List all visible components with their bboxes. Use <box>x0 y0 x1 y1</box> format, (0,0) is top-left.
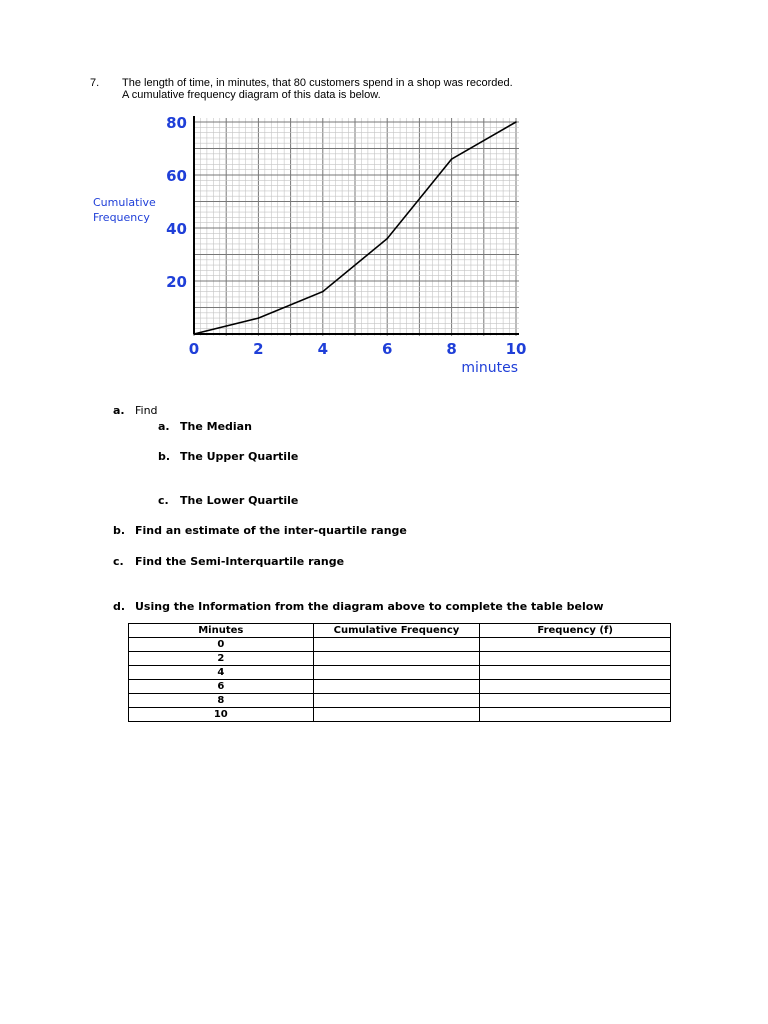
y-axis-title: Cumulative <box>93 196 156 209</box>
x-tick-label: 10 <box>505 340 527 358</box>
part-b-label: Find an estimate of the inter-quartile range <box>135 524 407 537</box>
sub-a-label: The Median <box>180 420 252 433</box>
y-tick-label: 40 <box>166 220 187 238</box>
table-row <box>129 652 671 666</box>
minutes-cell: 0 <box>129 638 314 652</box>
minutes-cell: 2 <box>129 652 314 666</box>
sub-c-mark: c. <box>158 494 169 507</box>
minutes-cell: 4 <box>129 666 314 680</box>
frequency-cell[interactable] <box>480 680 671 694</box>
y-axis-title: Frequency <box>93 211 150 224</box>
frequency-cell[interactable] <box>480 694 671 708</box>
sub-c-label: The Lower Quartile <box>180 494 299 507</box>
x-tick-label: 8 <box>446 340 457 358</box>
part-d-label: Using the Information from the diagram above to complete the table below <box>135 600 604 613</box>
cumulative-frequency-cell[interactable] <box>313 666 480 680</box>
minutes-cell: 10 <box>129 708 314 722</box>
part-a-label: Find <box>135 404 158 417</box>
cumulative-frequency-cell[interactable] <box>313 694 480 708</box>
sub-a-mark: a. <box>158 420 170 433</box>
y-tick-label: 80 <box>166 114 187 132</box>
question-text-line-1: The length of time, in minutes, that 80 customers spend in a shop was recorded. <box>122 77 513 89</box>
data-point <box>322 291 324 293</box>
cumulative-frequency-cell[interactable] <box>313 638 480 652</box>
header-frequency: Frequency (f) <box>480 624 671 638</box>
header-minutes: Minutes <box>129 624 314 638</box>
data-point <box>193 333 195 335</box>
frequency-cell[interactable] <box>480 666 671 680</box>
part-b-mark: b. <box>113 524 126 537</box>
table-row <box>129 680 671 694</box>
chart-grid <box>194 118 519 336</box>
cumulative-frequency-cell[interactable] <box>313 652 480 666</box>
sub-b-label: The Upper Quartile <box>180 450 299 463</box>
frequency-cell[interactable] <box>480 638 671 652</box>
part-d-mark: d. <box>113 600 126 613</box>
table-header-row <box>129 624 671 638</box>
cumulative-frequency-chart <box>0 0 768 400</box>
header-cumulative-frequency: Cumulative Frequency <box>313 624 480 638</box>
frequency-cell[interactable] <box>480 708 671 722</box>
y-tick-label: 20 <box>166 273 187 291</box>
question-text-line-2: A cumulative frequency diagram of this data is below. <box>122 89 381 101</box>
data-point <box>386 238 388 240</box>
x-tick-label: 6 <box>381 340 393 358</box>
minutes-cell: 8 <box>129 694 314 708</box>
x-tick-label: 2 <box>253 340 264 358</box>
x-tick-label: 0 <box>188 340 200 358</box>
y-tick-label: 60 <box>166 167 187 185</box>
table-row <box>129 694 671 708</box>
question-number: 7. <box>90 77 100 89</box>
minutes-cell: 6 <box>129 680 314 694</box>
sub-b-mark: b. <box>158 450 171 463</box>
cumulative-frequency-cell[interactable] <box>313 680 480 694</box>
part-c-label: Find the Semi-Interquartile range <box>135 555 345 568</box>
table-row <box>129 666 671 680</box>
x-tick-label: 4 <box>317 340 329 358</box>
data-point <box>451 158 453 160</box>
part-a-mark: a. <box>113 404 125 417</box>
data-point <box>258 317 260 319</box>
part-c-mark: c. <box>113 555 124 568</box>
data-point <box>515 121 517 123</box>
frequency-cell[interactable] <box>480 652 671 666</box>
frequency-table <box>128 623 671 722</box>
cumulative-frequency-cell[interactable] <box>313 708 480 722</box>
table-row <box>129 638 671 652</box>
table-row <box>129 708 671 722</box>
x-axis-title: minutes <box>461 360 518 376</box>
